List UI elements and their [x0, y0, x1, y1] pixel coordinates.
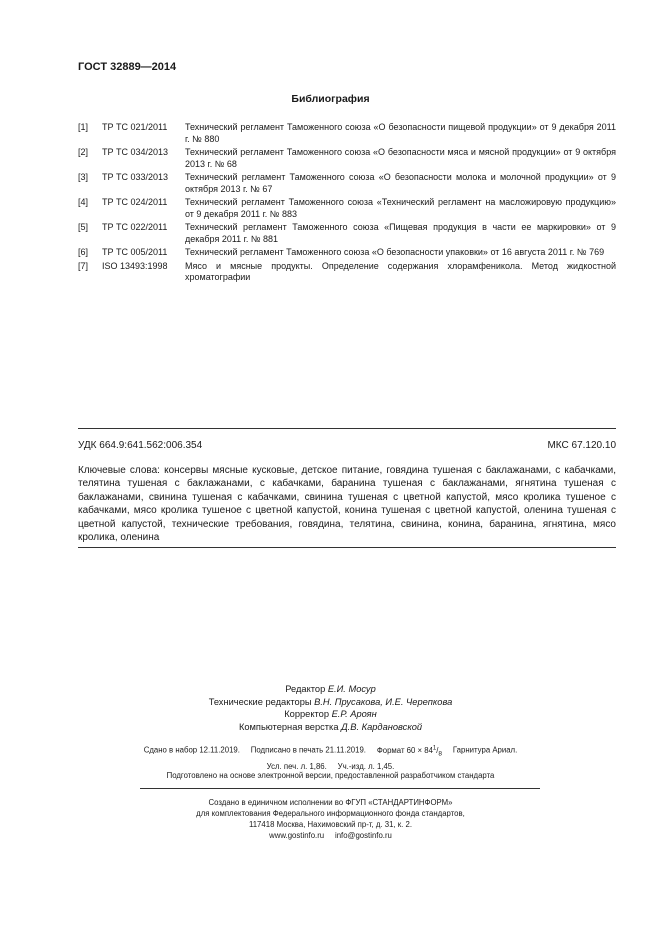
bibliography-title: Библиография — [291, 93, 370, 105]
publisher-line-2: для комплектования Федерального информационного фонда стандартов, — [196, 809, 465, 818]
bibliography-list — [78, 122, 616, 286]
editor-label: Редактор — [285, 684, 326, 694]
entry-number: [4] — [78, 197, 89, 207]
corrector-label: Корректор — [284, 709, 330, 720]
corrector-name: Е.Р. Ароян — [331, 709, 377, 720]
corrector-line — [0, 708, 661, 721]
bibliography-entry — [78, 147, 616, 170]
entry-number: [6] — [78, 247, 89, 257]
keywords-paragraph: Ключевые слова: консервы мясные кусковые, детское питание, говядина тушеная с баклажанами, с кабачками, телятина тушеная с баклажанами, с кабачками, баранина тушеная с баклажанами, ягнятина тушеная с баклажанами, свинина тушеная с кабачками, свинина тушеная с цветной капустой, мясо кролика тушеное с кабачками, мясо кролика тушеное с цветной капустой, конина тушеная с цветной капустой, оленина тушеная с цветной капустой, технические требования, говядина, телятина, свинина, конина, баранина, ягнятина, мясо кролика, оленина — [78, 465, 616, 544]
format-prefix: Формат 60 × 84 — [376, 745, 433, 755]
entry-number: [5] — [78, 222, 89, 232]
publisher-line-3: 117418 Москва, Нахимовский пр-т, д. 31, к. 2. — [248, 820, 413, 829]
bibliography-entry — [78, 122, 616, 145]
entry-number: [1] — [78, 122, 89, 132]
publisher-block — [0, 797, 661, 841]
printed-sheets: Усл. печ. л. 1,86. — [266, 761, 327, 771]
bibliography-entry — [78, 172, 616, 195]
entry-code: ISO 13493:1998 — [102, 260, 168, 271]
entry-text: Технический регламент Таможенного союза «Пищевая продукция в части ее маркировки» от 9 декабря 2011 г. № 881 — [185, 222, 616, 244]
bibliography-entry — [78, 247, 616, 259]
format: Формат $60 \times 84^1/_8$ — [376, 745, 443, 758]
udk-code: УДК 664.9:641.562:006.354 — [78, 440, 203, 451]
bibliography-entry — [78, 222, 616, 245]
entry-number: [2] — [78, 147, 89, 157]
set-date: Сдано в набор 12.11.2019. — [143, 745, 240, 755]
tech-editors-line — [0, 696, 661, 709]
entry-text: Технический регламент Таможенного союза «О безопасности молока и молочной продукции» от 9 октября 2013 г. № 67 — [185, 172, 616, 194]
entry-code: ТР ТС 022/2011 — [102, 222, 168, 232]
editor-name: Е.И. Мосур — [327, 684, 376, 694]
layout-line — [0, 721, 661, 734]
entry-text: Мясо и мясные продукты. Определение содержания хлорамфеникола. Метод жидкостной хроматографии — [185, 260, 616, 282]
format-denominator: 8 — [438, 750, 443, 758]
prepared-note: Подготовлено на основе электронной версии, предоставленной разработчиком стандарта — [166, 771, 495, 780]
entry-code: ТР ТС 005/2011 — [102, 247, 168, 257]
entry-number: [3] — [78, 172, 89, 182]
publisher-contacts — [0, 830, 661, 841]
bibliography-entry — [78, 197, 616, 220]
layout-name: Д.В. Кардановской — [341, 721, 423, 732]
editor-line — [0, 683, 661, 696]
entry-number: [7] — [78, 260, 89, 271]
layout-label: Компьютерная верстка — [238, 721, 339, 732]
entry-code: ТР ТС 021/2011 — [102, 122, 168, 132]
entry-code: ТР ТС 033/2013 — [102, 172, 169, 182]
divider-bottom — [78, 547, 616, 548]
print-info-line-1 — [0, 742, 661, 761]
publisher-email[interactable]: info@gostinfo.ru — [334, 831, 392, 840]
sign-date: Подписано в печать 21.11.2019. — [250, 745, 366, 755]
entry-text: Технический регламент Таможенного союза «О безопасности упаковки» от 16 августа 2011 г. № 769 — [185, 247, 605, 257]
format-numerator: 1 — [432, 745, 437, 751]
tech-editors-label: Технические редакторы — [208, 696, 312, 707]
publisher-line-1: Создано в единичном исполнении во ФГУП «СТАНДАРТИНФОРМ» — [208, 798, 453, 807]
divider-publisher — [140, 788, 540, 789]
typeface: Гарнитура Ариал. — [452, 745, 518, 755]
entry-text: Технический регламент Таможенного союза «О безопасности мяса и мясной продукции» от 9 октября 2013 г. № 68 — [185, 147, 616, 169]
publisher-sheets: Уч.-изд. л. 1,45. — [337, 761, 395, 771]
print-info — [0, 742, 661, 773]
bibliography-entry — [78, 261, 616, 284]
standard-header: ГОСТ 32889—2014 — [78, 61, 177, 73]
entry-text: Технический регламент Таможенного союза «Технический регламент на масложировую продукцию» от 9 декабря 2011 г. № 883 — [185, 197, 616, 219]
mks-code: МКС 67.120.10 — [547, 440, 616, 451]
tech-editors-names: В.Н. Прусакова, И.Е. Черепкова — [314, 696, 453, 707]
publisher-website[interactable]: www.gostinfo.ru — [269, 831, 325, 840]
credits-block — [0, 683, 661, 733]
entry-code: ТР ТС 034/2013 — [102, 147, 169, 157]
entry-text: Технический регламент Таможенного союза «О безопасности пищевой продукции» от 9 декабря 2011 г. № 880 — [185, 122, 616, 144]
entry-code: ТР ТС 024/2011 — [102, 197, 168, 207]
divider-top — [78, 428, 616, 429]
classification-line — [78, 440, 616, 451]
